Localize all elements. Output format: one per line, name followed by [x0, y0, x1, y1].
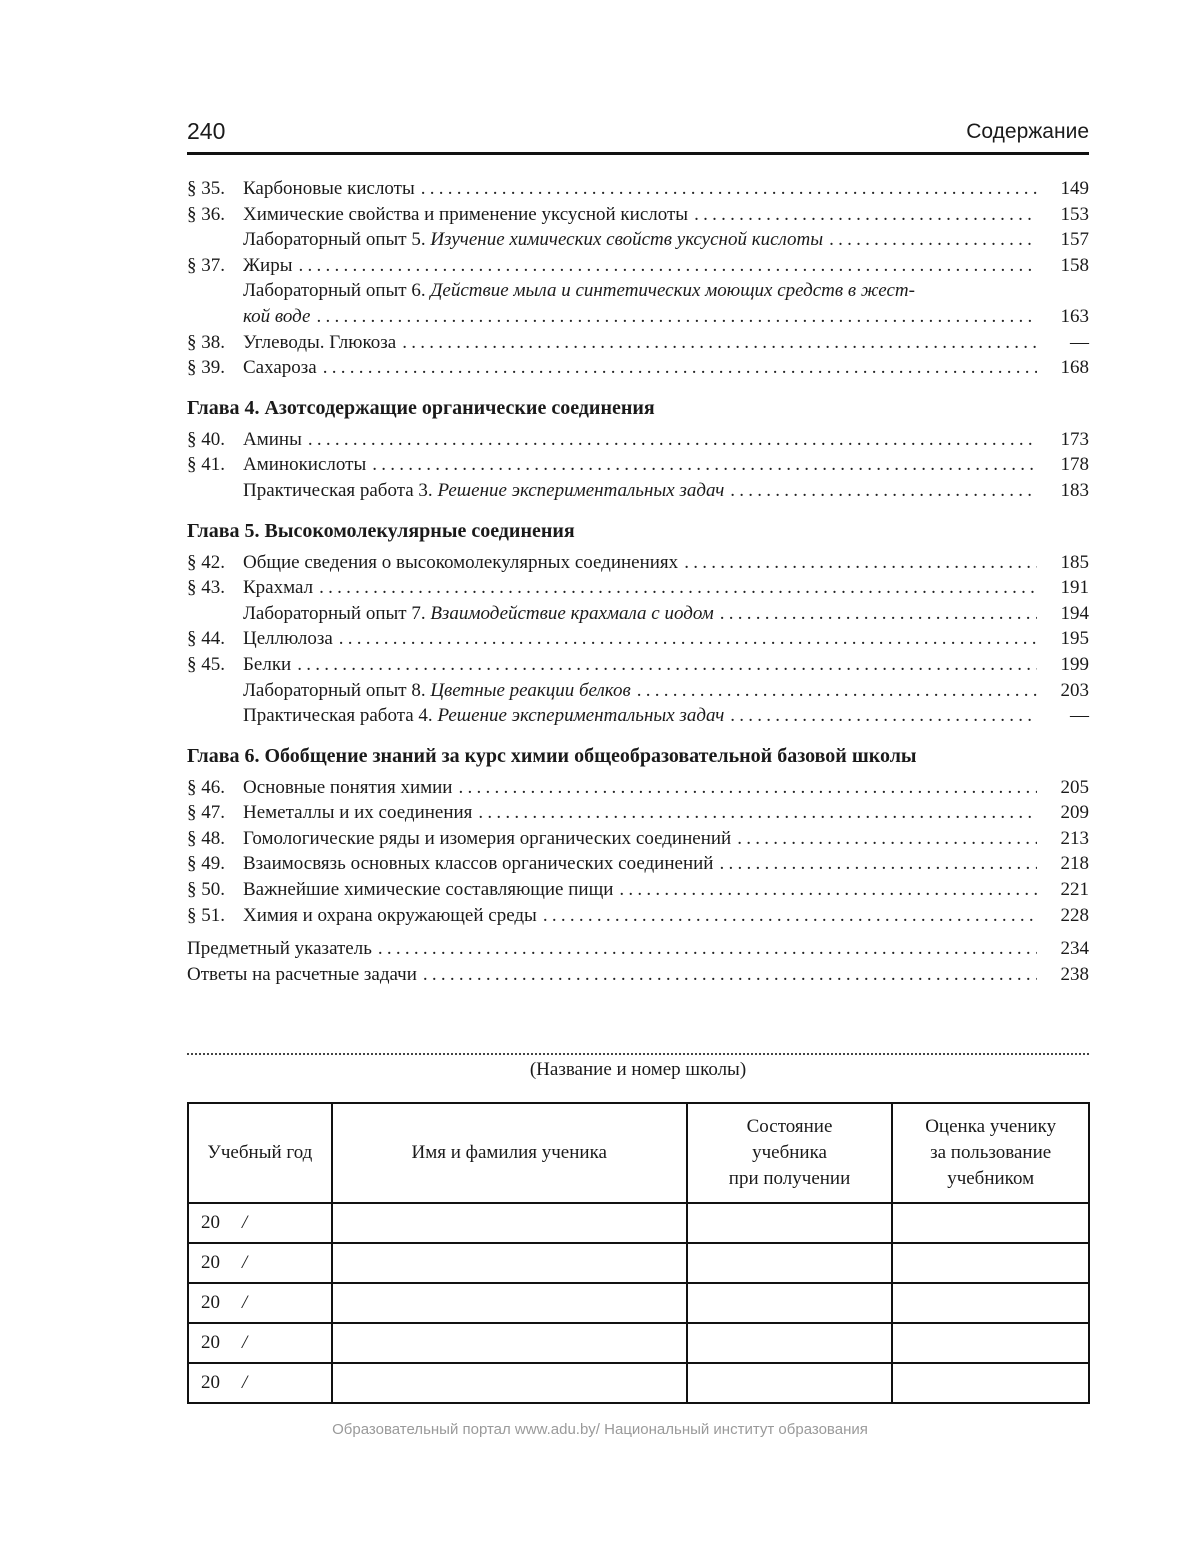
toc-entry-number: § 37. [187, 254, 225, 276]
toc-page: 158 [1060, 254, 1089, 276]
toc-entry-number: § 35. [187, 178, 225, 199]
toc-entry-lab6[interactable] [187, 278, 1089, 329]
student-name-cell[interactable] [332, 1363, 687, 1403]
toc-page: 149 [1060, 178, 1089, 199]
table-of-contents [187, 176, 1089, 987]
toc-entry[interactable] [187, 800, 1089, 826]
toc-entry-title: Амины [243, 428, 302, 450]
header-student-name: Имя и фамилия ученика [332, 1103, 687, 1203]
toc-entry-number: § 47. [187, 802, 225, 824]
year-prefix: 20 [201, 1292, 220, 1313]
toc-entry-number: § 48. [187, 827, 225, 849]
toc-page: — [1070, 331, 1089, 353]
leader-dots [458, 775, 1037, 801]
toc-page: — [1070, 705, 1089, 727]
toc-entry-number: § 39. [187, 357, 225, 379]
school-name-line[interactable] [187, 1053, 1089, 1055]
toc-entry-prefix: Лабораторный опыт 6. [243, 280, 431, 302]
toc-entry[interactable] [187, 478, 1089, 504]
leader-dots [319, 575, 1037, 601]
toc-entry-prefix: Практическая работа 4. [243, 705, 438, 727]
toc-page: 183 [1060, 479, 1089, 501]
leader-dots [297, 652, 1037, 678]
toc-entry-title: Общие сведения о высокомолекулярных соединениях [243, 551, 679, 573]
toc-entry-title: Ответы на расчетные задачи [187, 963, 417, 985]
leader-dots [298, 253, 1037, 279]
chapter-6-title: Глава 6. Обобщение знаний за курс химии общеобразовательной базовой школы [187, 744, 917, 767]
table-row [188, 1363, 1089, 1403]
toc-page: 221 [1060, 879, 1089, 901]
grade-cell[interactable] [892, 1203, 1089, 1243]
toc-entry-number: § 42. [187, 551, 225, 573]
toc-entry-prefix: Лабораторный опыт 7. [243, 602, 431, 624]
footer-source: Образовательный портал www.adu.by/ Национальный институт образования [332, 1421, 868, 1438]
year-slash: / [242, 1212, 248, 1233]
toc-entry[interactable] [187, 877, 1089, 903]
leader-dots [619, 877, 1037, 903]
grade-cell[interactable] [892, 1283, 1089, 1323]
toc-page: 195 [1060, 628, 1089, 650]
toc-entry-title: Крахмал [243, 577, 314, 599]
toc-entry-title: Предметный указатель [187, 938, 372, 960]
year-prefix: 20 [201, 1332, 220, 1353]
leader-dots [421, 176, 1037, 202]
toc-entry-title: Карбоновые кислоты [243, 178, 415, 199]
toc-entry[interactable] [187, 355, 1089, 381]
toc-page: 153 [1060, 203, 1089, 225]
toc-entry-title: Жиры [243, 254, 293, 276]
toc-entry[interactable] [187, 202, 1089, 228]
toc-entry[interactable] [187, 703, 1089, 729]
leader-dots [308, 427, 1037, 453]
toc-entry-title: Химические свойства и применение уксусной кислоты [243, 203, 689, 225]
toc-page: 203 [1060, 679, 1089, 701]
student-name-cell[interactable] [332, 1243, 687, 1283]
leader-dots [423, 962, 1037, 988]
toc-entry-number: § 49. [187, 853, 225, 875]
toc-entry[interactable] [187, 330, 1089, 356]
toc-entry-title [243, 601, 714, 627]
leader-dots [730, 478, 1037, 504]
year-cell[interactable] [188, 1323, 332, 1363]
toc-entry-number: § 43. [187, 577, 225, 599]
toc-entry-prefix: Практическая работа 3. [243, 479, 438, 501]
toc-page: 209 [1060, 802, 1089, 824]
year-slash: / [242, 1332, 248, 1353]
toc-entry-number: § 36. [187, 203, 225, 225]
leader-dots [730, 703, 1037, 729]
toc-entry-title [243, 678, 631, 704]
year-cell[interactable] [188, 1243, 332, 1283]
leader-dots [637, 678, 1037, 704]
header-year: Учебный год [188, 1103, 332, 1203]
toc-entry[interactable] [187, 452, 1089, 478]
toc-entry[interactable] [187, 652, 1089, 678]
student-name-cell[interactable] [332, 1283, 687, 1323]
toc-entry[interactable] [187, 903, 1089, 929]
toc-entry-title: Неметаллы и их соединения [243, 802, 473, 824]
toc-entry[interactable] [187, 550, 1089, 576]
toc-entry-title: Углеводы. Глюкоза [243, 331, 397, 353]
grade-cell[interactable] [892, 1363, 1089, 1403]
student-name-cell[interactable] [332, 1323, 687, 1363]
toc-entry-number: § 51. [187, 904, 225, 926]
leader-dots [543, 903, 1037, 929]
toc-entry-number: § 41. [187, 454, 225, 476]
year-slash: / [242, 1292, 248, 1313]
page-number: 240 [187, 118, 226, 144]
toc-entry-prefix: Лабораторный опыт 5. [243, 229, 431, 251]
toc-entry-title: Гомологические ряды и изомерия органических соединений [243, 827, 732, 849]
toc-page: 168 [1060, 357, 1089, 379]
chapter-4-title: Глава 4. Азотсодержащие органические соединения [187, 396, 655, 419]
textbook-state-cell[interactable] [687, 1283, 893, 1323]
table-row [188, 1243, 1089, 1283]
table-row [188, 1283, 1089, 1323]
toc-entry-italic: Решение экспериментальных задач [437, 479, 725, 501]
leader-dots [829, 227, 1037, 253]
toc-entry-prefix: Лабораторный опыт 8. [243, 679, 431, 701]
table-row [188, 1323, 1089, 1363]
toc-entry-title [243, 703, 724, 729]
leader-dots [720, 601, 1037, 627]
year-prefix: 20 [201, 1212, 220, 1233]
year-prefix: 20 [201, 1252, 220, 1273]
grade-cell[interactable] [892, 1243, 1089, 1283]
toc-entry-italic-cont: кой воде [243, 305, 311, 327]
year-slash: / [242, 1372, 248, 1393]
toc-entry-title: Целлюлоза [243, 628, 333, 650]
leader-dots [478, 800, 1037, 826]
toc-entry-number: § 40. [187, 428, 225, 450]
toc-page: 163 [1060, 305, 1089, 327]
leader-dots [378, 936, 1037, 962]
year-cell[interactable] [188, 1203, 332, 1243]
toc-entry-title: Основные понятия химии [243, 776, 453, 798]
toc-entry[interactable] [187, 427, 1089, 453]
leader-dots [339, 626, 1037, 652]
toc-page: 199 [1060, 653, 1089, 675]
toc-page: 238 [1060, 963, 1089, 985]
leader-dots [719, 851, 1037, 877]
toc-page: 191 [1060, 577, 1089, 599]
leader-dots [694, 202, 1037, 228]
toc-entry-number: § 38. [187, 331, 225, 353]
toc-entry-title [243, 227, 823, 253]
toc-entry-title: Сахароза [243, 357, 317, 379]
section-title: Содержание [966, 120, 1089, 143]
toc-entry-title: Аминокислоты [243, 454, 367, 476]
textbook-state-cell[interactable] [687, 1203, 893, 1243]
school-caption: (Название и номер школы) [529, 1059, 747, 1080]
toc-entry[interactable] [187, 227, 1089, 253]
toc-entry-italic: Цветные реакции белков [430, 679, 631, 701]
leader-dots [684, 550, 1037, 576]
toc-entry-number: § 50. [187, 879, 225, 901]
toc-entry[interactable] [187, 678, 1089, 704]
toc-entry[interactable] [187, 775, 1089, 801]
textbook-state-cell[interactable] [687, 1323, 893, 1363]
toc-entry-italic: Изучение химических свойств уксусной кислоты [430, 229, 824, 251]
toc-entry-title [243, 478, 724, 504]
toc-entry[interactable] [187, 826, 1089, 852]
toc-entry-number: § 44. [187, 628, 225, 650]
toc-entry[interactable] [187, 936, 1089, 962]
toc-page: 173 [1060, 428, 1089, 450]
page-header [187, 118, 1089, 155]
toc-entry[interactable] [187, 575, 1089, 601]
toc-entry-italic: Решение экспериментальных задач [437, 705, 725, 727]
toc-page: 205 [1060, 776, 1089, 798]
leader-dots [737, 826, 1037, 852]
toc-entry-title: Химия и охрана окружающей среды [243, 904, 537, 926]
grade-cell[interactable] [892, 1323, 1089, 1363]
student-name-cell[interactable] [332, 1203, 687, 1243]
toc-entry[interactable] [187, 601, 1089, 627]
toc-entry[interactable] [187, 176, 1089, 202]
toc-page: 185 [1060, 551, 1089, 573]
header-grade: Оценка ученику за пользование учебником [892, 1103, 1089, 1203]
year-slash: / [242, 1252, 248, 1273]
toc-entry-title: Белки [243, 653, 292, 675]
toc-page: 234 [1060, 938, 1089, 960]
toc-entry-italic: Взаимодействие крахмала с иодом [430, 602, 714, 624]
toc-page: 194 [1060, 602, 1089, 624]
toc-entry[interactable] [187, 626, 1089, 652]
leader-dots [316, 304, 1037, 330]
year-cell[interactable] [188, 1283, 332, 1323]
toc-entry-title: Важнейшие химические составляющие пищи [243, 879, 614, 901]
textbook-state-cell[interactable] [687, 1243, 893, 1283]
chapter-5-title: Глава 5. Высокомолекулярные соединения [187, 519, 575, 542]
toc-page: 157 [1060, 229, 1089, 251]
toc-page: 213 [1060, 827, 1089, 849]
toc-entry[interactable] [187, 962, 1089, 988]
toc-entry-number: § 46. [187, 776, 225, 798]
toc-page: 218 [1060, 853, 1089, 875]
toc-entry-title: Взаимосвязь основных классов органических соединений [243, 853, 714, 875]
leader-dots [323, 355, 1037, 381]
year-prefix: 20 [201, 1372, 220, 1393]
toc-page: 178 [1060, 454, 1089, 476]
textbook-register-table [187, 1102, 1090, 1404]
toc-entry-italic: Действие мыла и синтетических моющих средств в жест- [430, 280, 915, 302]
toc-entry[interactable] [187, 253, 1089, 279]
textbook-state-cell[interactable] [687, 1363, 893, 1403]
leader-dots [402, 330, 1037, 356]
header-textbook-state: Состояние учебника при получении [687, 1103, 893, 1203]
toc-page: 228 [1060, 904, 1089, 926]
table-row [188, 1203, 1089, 1243]
leader-dots [372, 452, 1037, 478]
toc-entry-number: § 45. [187, 653, 225, 675]
year-cell[interactable] [188, 1363, 332, 1403]
toc-entry[interactable] [187, 851, 1089, 877]
